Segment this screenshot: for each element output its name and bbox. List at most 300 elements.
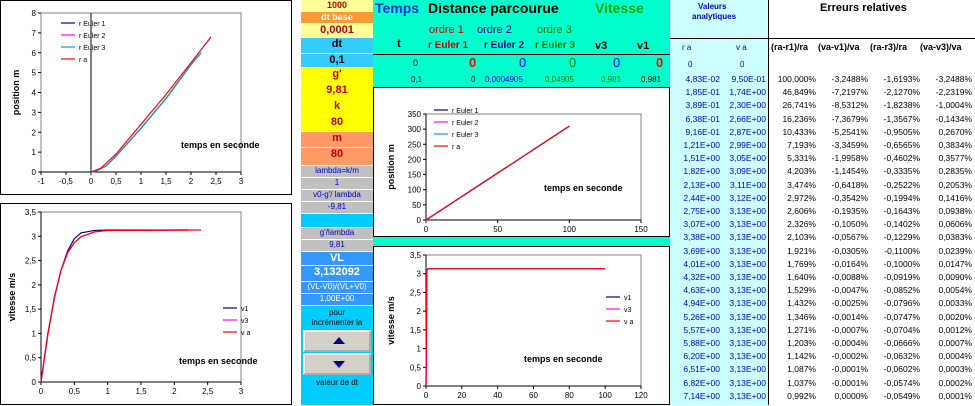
- k-value[interactable]: 80: [301, 116, 373, 132]
- y-tick-label: 2: [31, 280, 36, 290]
- table-cell-e2: -0,1050%: [831, 219, 868, 230]
- table-cell-e3: -0,1000%: [883, 258, 920, 269]
- chart-svg: [374, 247, 669, 404]
- r-euler2-header: r Euler 2: [484, 40, 525, 51]
- x-tick-label: 0: [423, 391, 429, 400]
- table-cell-ra: 4,63E+00: [683, 285, 720, 296]
- y-tick-label: 3,5: [24, 208, 36, 217]
- top-value: 1000: [301, 0, 373, 12]
- row1-r3: 0,04905: [545, 75, 574, 84]
- y-axis-label: vitesse m/s: [7, 272, 17, 322]
- table-cell-va: 3,13E+00: [729, 285, 766, 296]
- table-cell-ra: 6,38E-01: [685, 113, 720, 124]
- x-tick-label: 0: [423, 225, 429, 234]
- x-tick-label: 0,5: [110, 177, 122, 186]
- table-cell-e2: -0,0088%: [831, 272, 868, 282]
- table-cell-va: 2,87E+00: [729, 126, 766, 137]
- table-cell-e3: -0,1100%: [884, 245, 920, 256]
- table-cell-e2: -1,1454%: [831, 166, 868, 177]
- x-tick-label: -1: [37, 177, 45, 186]
- x-tick-label: 1: [105, 387, 110, 396]
- table-cell-e4: 0,0004%: [938, 351, 972, 362]
- velocity-chart-small: [0, 203, 292, 405]
- y-tick-label: 300: [407, 125, 421, 135]
- y-tick-label: 350: [407, 110, 421, 119]
- table-cell-e4: 0,0938%: [938, 206, 972, 216]
- y-tick-label: 2,5: [24, 256, 36, 266]
- table-cell-va: 3,13E+00: [729, 206, 766, 216]
- table-cell-e1: 1,432%: [787, 298, 816, 309]
- pour-label: pour: [328, 308, 345, 317]
- table-cell-va: 3,13E+00: [729, 364, 766, 375]
- y-tick-label: 6: [31, 48, 36, 58]
- x-tick-label: 0: [38, 387, 44, 396]
- table-cell-ra: 1,82E+00: [683, 166, 720, 177]
- x-tick-label: 3: [238, 387, 244, 396]
- table-cell-e3: -0,2522%: [883, 179, 920, 190]
- y-tick-label: 5: [31, 68, 36, 78]
- chart-svg: [1, 204, 291, 404]
- table-cell-ra: 3,07E+00: [683, 219, 720, 230]
- err2-header: (va-v1)/va: [818, 42, 860, 52]
- y-tick-label: 4: [31, 88, 36, 98]
- legend-label: v3: [624, 307, 632, 314]
- table-cell-e3: -0,1229%: [883, 232, 920, 243]
- table-cell-e2: -0,0002%: [831, 351, 868, 362]
- table-cell-va: 3,09E+00: [729, 166, 766, 177]
- y-tick-label: 250: [407, 140, 421, 150]
- position-chart-small: [0, 0, 292, 195]
- table-cell-e1: 1,640%: [787, 272, 816, 282]
- table-cell-ra: 7,14E+00: [683, 390, 720, 401]
- incrementer-label: incrémenter la: [311, 318, 363, 327]
- y-tick-label: 0: [416, 382, 421, 391]
- row0-t: 0: [413, 58, 419, 68]
- table-cell-e4: 0,0020%: [938, 311, 972, 322]
- table-cell-e2: 0,0000%: [834, 390, 868, 401]
- table-cell-e1: 1,203%: [787, 338, 816, 348]
- table-cell-e4: -2,2319%: [935, 87, 972, 98]
- row1-t: 0,1: [411, 75, 423, 84]
- table-cell-e2: -0,0014%: [831, 311, 868, 322]
- row1-r2: 0,0004905: [485, 75, 523, 84]
- x-tick-label: 3: [238, 177, 244, 186]
- ordre3-header: ordre 3: [537, 24, 572, 36]
- table-cell-va: 3,11E+00: [729, 179, 766, 190]
- table-cell-e1: 26,741%: [782, 100, 816, 111]
- v1-header: v1: [637, 40, 650, 52]
- table-cell-e4: 0,2670%: [938, 126, 972, 137]
- row0-v3: 0: [613, 55, 621, 70]
- y-tick-label: 2,5: [409, 288, 421, 298]
- arrow-up-icon: [333, 337, 345, 344]
- table-cell-e2: -0,0001%: [831, 377, 868, 388]
- table-cell-e2: -0,0004%: [831, 338, 868, 348]
- x-tick-label: 120: [634, 391, 648, 400]
- r-euler1-header: r Euler 1: [428, 40, 469, 51]
- table-cell-e4: -0,1434%: [935, 113, 972, 124]
- x-tick-label: 80: [564, 391, 574, 400]
- lambda-label: lambda=k/m: [301, 166, 373, 178]
- k-label: k: [301, 100, 373, 116]
- x-tick-label: 50: [493, 225, 503, 234]
- table-cell-e3: -0,6565%: [883, 140, 920, 150]
- arrow-down-icon: [333, 361, 345, 368]
- table-cell-e4: 0,3577%: [938, 153, 972, 164]
- dt-base-value[interactable]: 0,0001: [301, 24, 373, 38]
- table-cell-e4: 0,0239%: [938, 245, 972, 256]
- table-cell-e3: -0,0666%: [883, 338, 920, 348]
- table-cell-e3: -0,0852%: [883, 285, 920, 296]
- y-tick-label: 100: [407, 185, 421, 195]
- x-tick-label: 40: [493, 391, 503, 400]
- table-cell-ra: 2,44E+00: [683, 192, 720, 203]
- row1-v1: 0,981: [641, 75, 662, 84]
- table-cell-e1: 1,271%: [787, 324, 816, 335]
- x-tick-label: 0,5: [68, 387, 80, 396]
- y-tick-label: 0,5: [24, 353, 36, 363]
- x-tick-label: 2,5: [202, 387, 214, 396]
- table-cell-e2: -0,0025%: [831, 298, 868, 309]
- legend-label: v3: [241, 318, 249, 325]
- table-cell-e4: 0,2835%: [938, 166, 972, 177]
- g-lambda-label: g'/lambda: [301, 228, 373, 240]
- row0-r3: 0: [569, 55, 577, 70]
- table-cell-e3: -0,1402%: [883, 219, 920, 230]
- analytic-table: [670, 0, 975, 405]
- table-cell-va: 2,30E+00: [729, 100, 766, 111]
- erreurs-header: Erreurs relatives: [820, 2, 907, 14]
- x-tick-label: -0,5: [59, 177, 73, 186]
- table-cell-ra: 9,16E-01: [685, 126, 720, 137]
- x-tick-label: 1,5: [160, 177, 172, 186]
- table-cell-va: 2,99E+00: [729, 140, 766, 150]
- table-cell-va: 3,13E+00: [729, 219, 766, 230]
- table-cell-e2: -0,0567%: [831, 232, 868, 243]
- y-tick-label: 1,5: [409, 325, 421, 335]
- g-value[interactable]: 9,81: [301, 84, 373, 100]
- va-header: v a: [736, 43, 747, 52]
- table-cell-ra: 1,21E+00: [683, 140, 720, 150]
- vl-value: 3,132092: [301, 266, 373, 282]
- table-cell-e1: 4,203%: [787, 166, 816, 177]
- table-cell-ra: 1,85E-01: [685, 87, 720, 98]
- y-tick-label: 3,5: [409, 251, 421, 260]
- table-cell-e4: 0,0147%: [938, 258, 972, 269]
- table-cell-va: 2,66E+00: [729, 113, 766, 124]
- table-cell-e3: -0,0747%: [883, 311, 920, 322]
- err3-header: (ra-r3)/ra: [870, 42, 908, 52]
- row0-v1: 0: [656, 55, 664, 70]
- table-cell-e2: -0,0001%: [831, 364, 868, 375]
- x-tick-label: 2,5: [210, 177, 222, 186]
- table-cell-va: 3,13E+00: [729, 272, 766, 282]
- table-cell-va: 3,13E+00: [729, 351, 766, 362]
- vitesse-header: Vitesse: [595, 0, 644, 16]
- y-tick-label: 150: [407, 170, 421, 180]
- table-cell-e1: 2,972%: [787, 192, 816, 203]
- y-tick-label: 0: [416, 216, 421, 225]
- y-tick-label: 2: [416, 307, 421, 317]
- table-cell-va: 3,13E+00: [729, 232, 766, 243]
- ra-header: r a: [682, 43, 692, 52]
- dt-label: dt: [301, 38, 373, 54]
- table-cell-e4: 0,0002%: [938, 377, 972, 388]
- table-cell-va: 3,13E+00: [729, 390, 766, 401]
- table-cell-e1: 46,849%: [782, 87, 816, 98]
- velocity-chart-large: [373, 246, 670, 405]
- row0-ra: 0: [688, 60, 693, 69]
- table-cell-ra: 6,51E+00: [683, 364, 720, 375]
- table-cell-e3: -0,0704%: [883, 324, 920, 335]
- table-cell-e4: -1,0004%: [935, 100, 972, 111]
- x-tick-label: 60: [529, 391, 538, 400]
- table-cell-va: 1,74E+00: [729, 87, 766, 98]
- table-cell-ra: 5,88E+00: [683, 338, 720, 348]
- table-cell-ra: 6,82E+00: [683, 377, 720, 388]
- y-tick-label: 2: [31, 128, 36, 138]
- table-cell-e3: -0,9505%: [883, 126, 920, 137]
- row1-v3: 0,981: [601, 75, 622, 84]
- table-cell-e4: 0,0012%: [938, 324, 972, 335]
- dt-value[interactable]: 0,1: [301, 54, 373, 68]
- analytiques-header: analytiques: [692, 12, 737, 21]
- table-cell-va: 9,50E-01: [731, 74, 766, 84]
- legend-label: r Euler 1: [79, 21, 106, 28]
- table-cell-e4: 0,0606%: [938, 219, 972, 230]
- table-cell-e2: -5,2541%: [831, 126, 868, 137]
- legend-label: v1: [624, 295, 632, 302]
- table-cell-ra: 4,32E+00: [683, 272, 720, 282]
- y-tick-label: 3: [31, 108, 36, 118]
- row0-r2: 0: [519, 55, 527, 70]
- table-cell-e4: 0,0090%: [938, 272, 972, 282]
- table-cell-e2: -1,9958%: [831, 153, 868, 164]
- table-cell-e4: 0,2053%: [938, 179, 972, 190]
- y-tick-label: 50: [412, 200, 421, 210]
- ordre1-header: ordre 1: [429, 24, 464, 36]
- m-label: m: [301, 132, 373, 148]
- table-cell-e1: 16,236%: [782, 113, 816, 124]
- table-cell-ra: 6,20E+00: [683, 351, 720, 362]
- x-tick-label: 2: [172, 387, 177, 396]
- legend-label: r Euler 3: [79, 45, 106, 52]
- legend-label: v a: [624, 319, 634, 326]
- row0-va: 0: [740, 60, 745, 69]
- table-cell-va: 3,13E+00: [729, 258, 766, 269]
- increment-up-button[interactable]: [303, 330, 371, 352]
- table-cell-e1: 3,474%: [787, 179, 816, 190]
- y-tick-label: 1,5: [24, 305, 36, 315]
- table-cell-e1: 1,921%: [787, 245, 816, 256]
- dt-base-label: dt base: [301, 12, 373, 24]
- valeur-dt-label: valeur de dt: [316, 378, 358, 387]
- table-cell-e2: -0,1935%: [831, 206, 868, 216]
- ratio-value: 1,00E+00: [301, 294, 373, 306]
- err1-header: (ra-r1)/ra: [771, 42, 809, 52]
- ordre2-header: ordre 2: [477, 24, 512, 36]
- y-tick-label: 1: [416, 344, 421, 354]
- y-tick-label: 8: [31, 9, 36, 18]
- table-cell-ra: 1,51E+00: [683, 153, 720, 164]
- m-value[interactable]: 80: [301, 148, 373, 166]
- increment-down-button[interactable]: [303, 353, 371, 375]
- x-tick-label: 100: [598, 391, 612, 400]
- v3-header: v3: [595, 40, 608, 52]
- table-cell-e1: 7,193%: [787, 140, 816, 150]
- table-cell-va: 3,13E+00: [729, 245, 766, 256]
- table-cell-e3: -0,0549%: [883, 390, 920, 401]
- chart-svg: [1, 1, 291, 194]
- y-tick-label: 1: [31, 148, 36, 158]
- table-cell-e2: -8,5312%: [831, 100, 868, 111]
- table-cell-e2: -0,6418%: [831, 179, 868, 190]
- table-cell-ra: 4,94E+00: [683, 298, 720, 309]
- table-cell-e3: -0,0574%: [883, 377, 920, 388]
- table-cell-e4: -3,2488%: [935, 74, 972, 84]
- table-cell-e2: -3,2488%: [831, 74, 868, 84]
- table-cell-ra: 2,13E+00: [683, 179, 720, 190]
- v0-label: v0-g'/ lambda: [301, 190, 373, 202]
- legend-label: r Euler 2: [79, 33, 106, 40]
- table-cell-e2: -7,3679%: [831, 113, 868, 124]
- table-cell-e3: -0,4602%: [883, 153, 920, 164]
- table-cell-va: 3,13E+00: [729, 338, 766, 348]
- y-tick-label: 1: [31, 329, 36, 339]
- position-chart-large: [373, 87, 670, 237]
- table-cell-e2: -3,3459%: [831, 140, 868, 150]
- x-tick-label: 150: [634, 225, 648, 234]
- table-cell-e1: 1,087%: [787, 364, 816, 375]
- legend-label: r a: [452, 144, 461, 151]
- table-cell-e1: 2,606%: [787, 206, 816, 216]
- table-cell-ra: 3,89E-01: [685, 100, 720, 111]
- table-cell-e3: -1,3567%: [883, 113, 920, 124]
- y-tick-label: 7: [31, 28, 36, 38]
- x-axis-label: temps en seconde: [181, 140, 260, 150]
- table-cell-e1: 100,000%: [777, 74, 816, 84]
- y-tick-label: 3: [416, 269, 421, 279]
- y-tick-label: 0: [31, 168, 36, 177]
- table-cell-e1: 1,769%: [787, 258, 816, 269]
- table-cell-e1: 2,326%: [787, 219, 816, 230]
- table-cell-ra: 3,69E+00: [683, 245, 720, 256]
- table-cell-va: 3,13E+00: [729, 311, 766, 322]
- table-cell-e1: 10,433%: [782, 126, 816, 137]
- table-cell-va: 3,13E+00: [729, 298, 766, 309]
- y-tick-label: 200: [407, 155, 421, 165]
- table-cell-e3: -0,1643%: [883, 206, 920, 216]
- legend-label: v1: [241, 306, 249, 313]
- table-cell-e1: 5,331%: [787, 153, 816, 164]
- g-label: g': [301, 68, 373, 84]
- legend-label: r a: [79, 57, 88, 64]
- y-axis-label: vitesse m/s: [386, 296, 396, 345]
- table-cell-ra: 2,75E+00: [683, 206, 720, 216]
- table-cell-ra: 4,83E-02: [685, 74, 720, 84]
- table-cell-e3: -1,6193%: [883, 74, 920, 84]
- x-tick-label: 0: [88, 177, 94, 186]
- y-axis-label: position m: [11, 69, 21, 116]
- err4-header: (va-v3)/va: [920, 42, 962, 52]
- table-cell-e4: 0,0383%: [938, 232, 972, 243]
- table-cell-e4: 0,3834%: [938, 140, 972, 150]
- table-cell-e4: 0,0054%: [938, 285, 972, 296]
- table-cell-e4: 0,1416%: [938, 192, 972, 203]
- spacer: [301, 214, 373, 228]
- legend-label: r Euler 2: [452, 120, 479, 127]
- table-cell-ra: 5,26E+00: [683, 311, 720, 322]
- ratio-label: (VL-V0)/(VL+V0): [301, 282, 373, 294]
- y-tick-label: 0: [31, 378, 36, 387]
- temps-header: Temps: [375, 0, 420, 16]
- table-cell-e3: -0,1994%: [883, 192, 920, 203]
- table-cell-e3: -1,8238%: [883, 100, 920, 111]
- table-cell-e1: 1,142%: [787, 351, 816, 362]
- x-axis-label: temps en seconde: [524, 354, 603, 364]
- table-cell-e3: -0,3335%: [883, 166, 920, 177]
- row1-r1: 0: [471, 75, 476, 84]
- table-cell-e2: -7,2197%: [831, 87, 868, 98]
- table-cell-e1: 2,103%: [787, 232, 816, 243]
- table-cell-e2: -0,0305%: [831, 245, 868, 256]
- x-tick-label: 1,5: [135, 387, 147, 396]
- r-euler3-header: r Euler 3: [535, 40, 576, 51]
- table-cell-va: 3,13E+00: [729, 324, 766, 335]
- table-cell-e2: -0,0164%: [831, 258, 868, 269]
- x-tick-label: 1: [138, 177, 144, 186]
- y-axis-label: position m: [386, 144, 396, 190]
- table-cell-ra: 4,01E+00: [683, 258, 720, 269]
- table-cell-ra: 3,38E+00: [683, 232, 720, 243]
- y-tick-label: 0,5: [409, 363, 421, 373]
- table-cell-e2: -0,3542%: [831, 192, 868, 203]
- table-cell-e3: -2,1270%: [883, 87, 920, 98]
- table-cell-e1: 1,529%: [787, 285, 816, 296]
- table-cell-va: 3,12E+00: [729, 192, 766, 203]
- table-cell-e4: 0,0007%: [938, 338, 972, 348]
- x-tick-label: 100: [562, 225, 577, 234]
- y-tick-label: 3: [31, 232, 36, 242]
- v0-value: -9,81: [301, 202, 373, 214]
- plot-area: [426, 114, 641, 220]
- table-cell-e3: -0,0919%: [883, 272, 920, 282]
- table-cell-e2: -0,0007%: [831, 324, 868, 335]
- table-cell-e1: 0,992%: [787, 390, 816, 401]
- row-divider: [670, 38, 975, 39]
- lambda-value: 1: [301, 178, 373, 190]
- x-tick-label: 20: [457, 391, 467, 400]
- legend-label: v a: [241, 330, 251, 337]
- table-cell-e1: 1,037%: [787, 377, 816, 388]
- distance-header: Distance parcourue: [428, 0, 559, 16]
- x-tick-label: 2: [188, 177, 194, 186]
- table-cell-e4: 0,0001%: [938, 390, 972, 401]
- table-cell-e1: 1,346%: [787, 311, 816, 322]
- valeurs-header: Valeurs: [698, 2, 727, 11]
- table-cell-e2: -0,0047%: [831, 285, 868, 296]
- x-axis-label: temps en seconde: [179, 356, 258, 366]
- t-col-header: t: [397, 38, 401, 50]
- table-cell-ra: 5,57E+00: [683, 324, 720, 335]
- table-cell-e4: 0,0003%: [938, 364, 972, 375]
- x-axis-label: temps en seconde: [544, 183, 623, 193]
- row0-r1: 0: [469, 55, 477, 70]
- table-cell-e3: -0,0602%: [883, 364, 920, 375]
- table-cell-e3: -0,0632%: [883, 351, 920, 362]
- legend-label: r Euler 1: [452, 108, 479, 115]
- g-lambda-value: 9,81: [301, 240, 373, 252]
